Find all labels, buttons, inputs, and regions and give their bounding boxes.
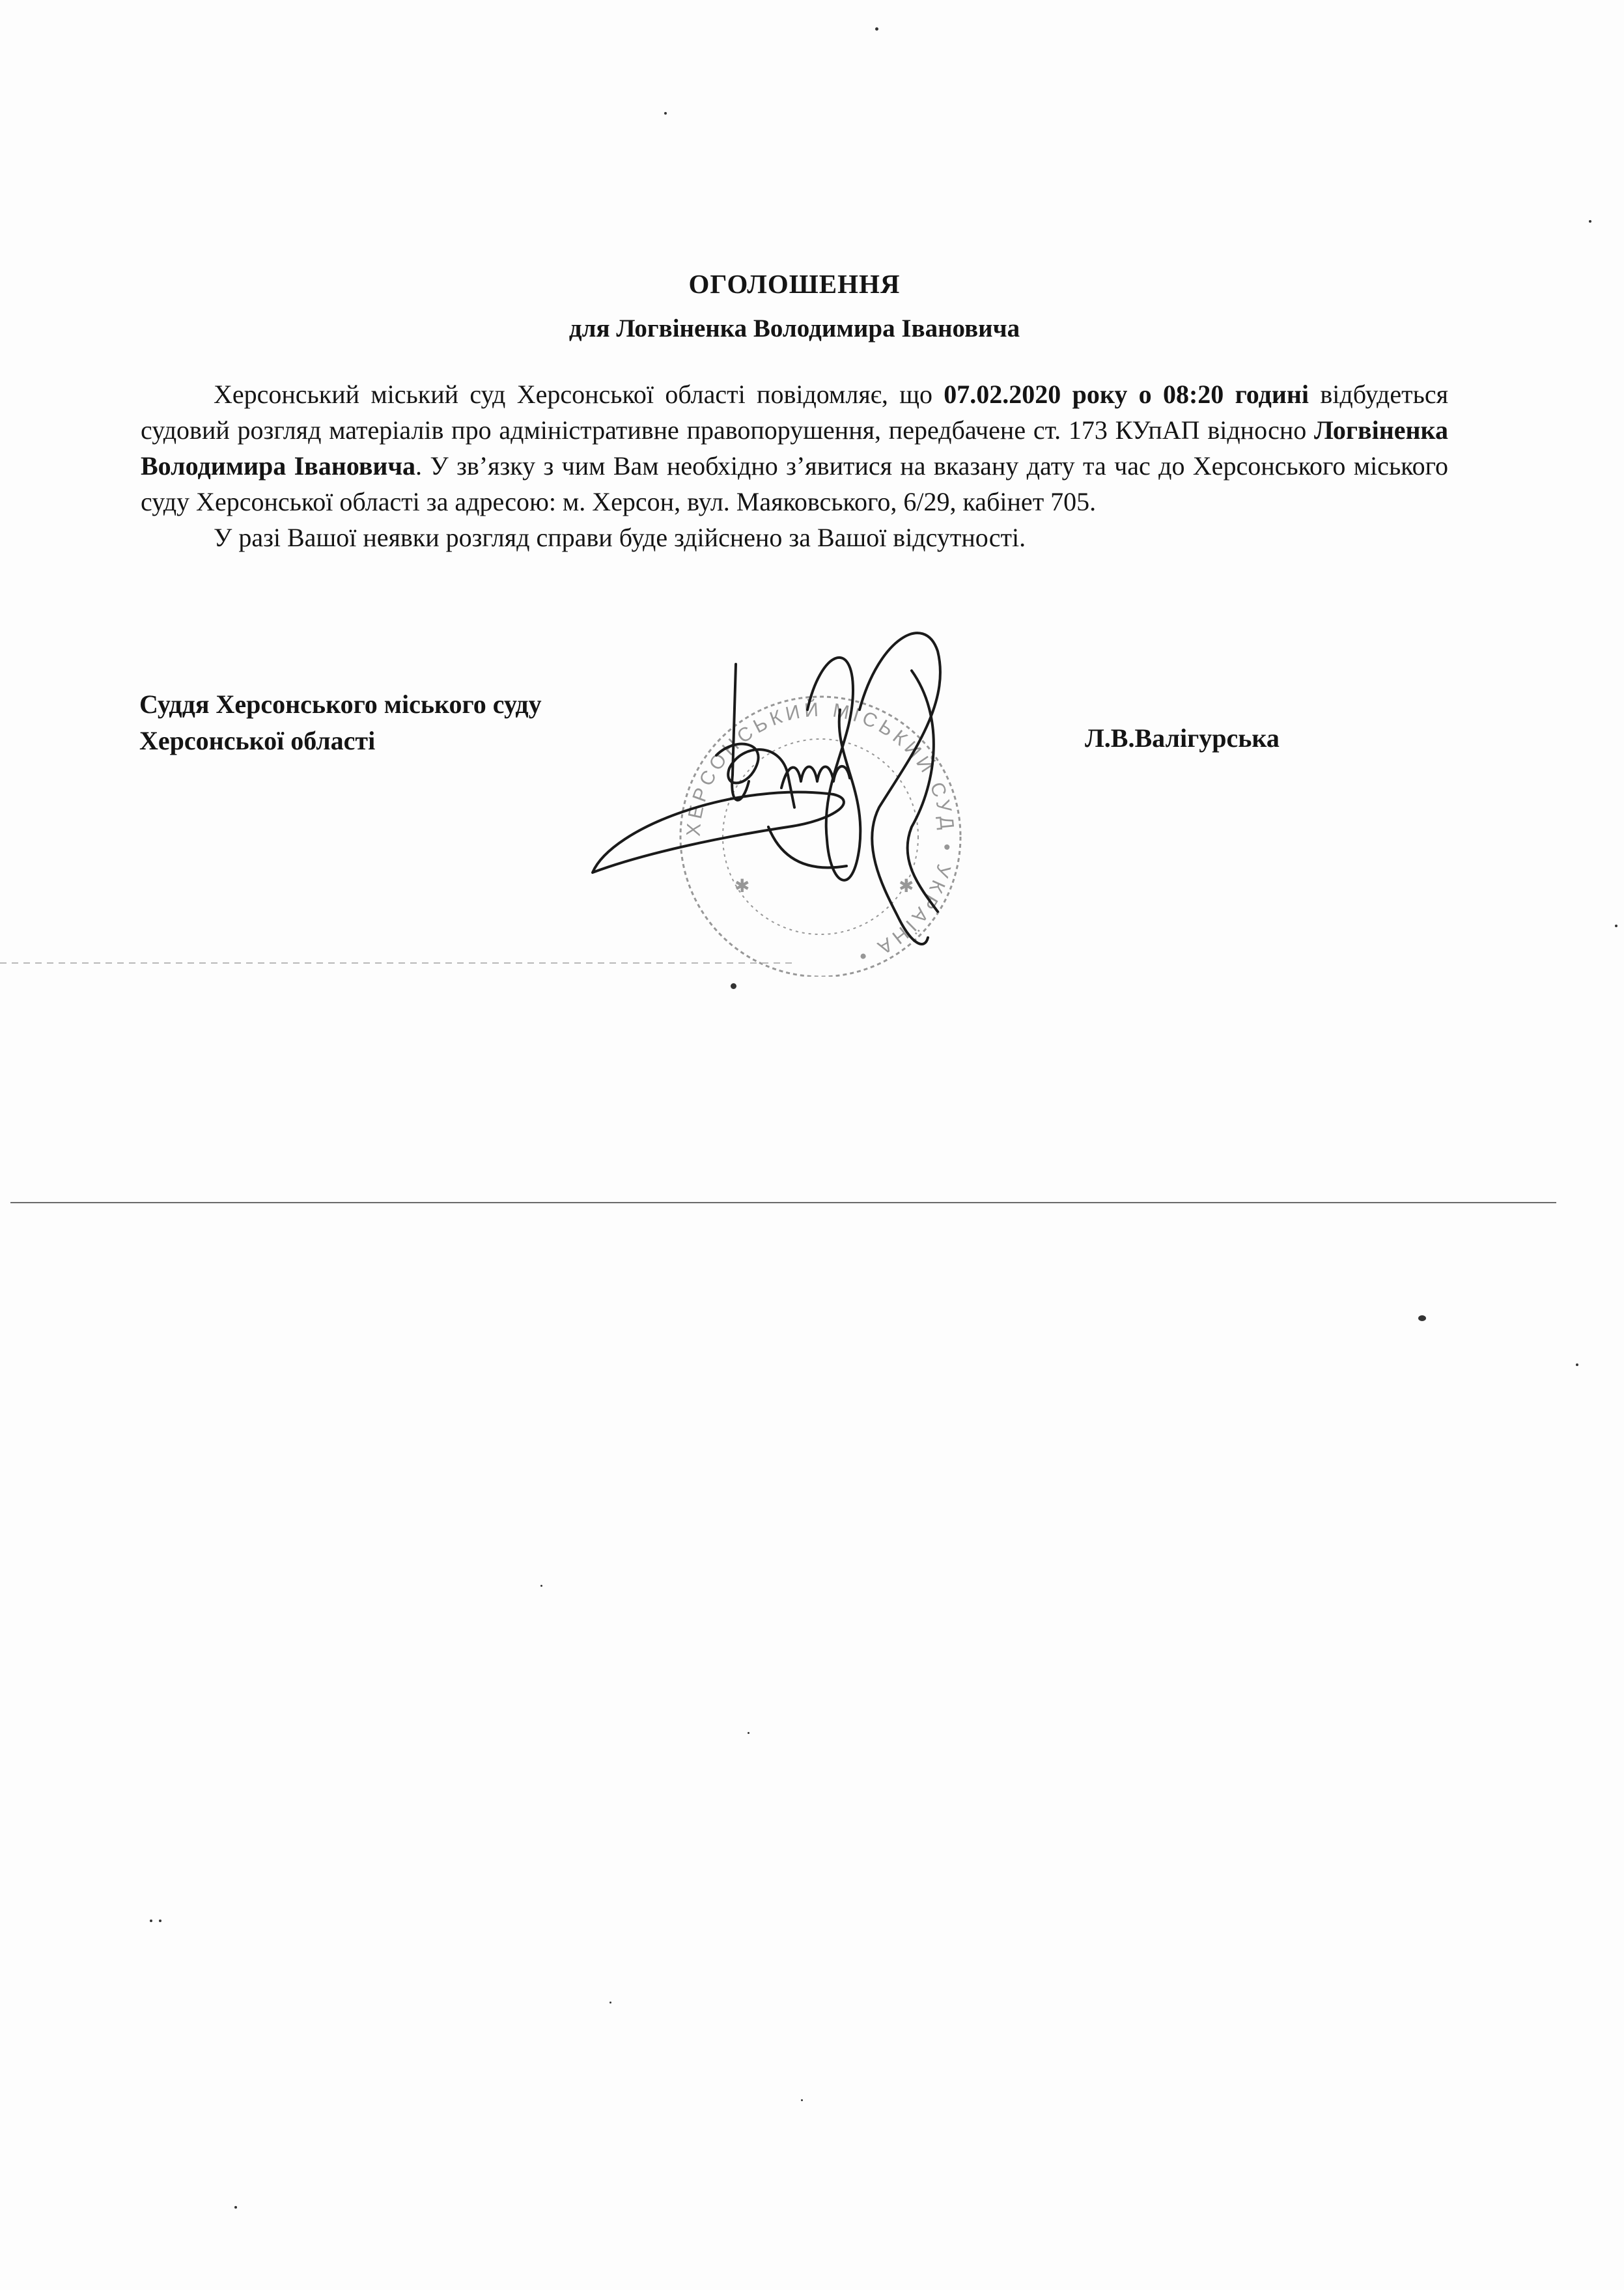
scan-speck [540, 1585, 542, 1587]
notice-paragraph-1 [141, 376, 1448, 520]
scan-speck [609, 2002, 611, 2004]
scan-fold-line [10, 1202, 1556, 1203]
stamp-star-right: ✱ [899, 876, 914, 897]
stamp-ring-text [683, 699, 959, 969]
defendant-name: Логвіненка Володимира Івановича [141, 415, 1448, 481]
scan-speck [234, 2206, 237, 2209]
stamp-ring-textpath: ХЕРСОНСЬКИЙ МІСЬКИЙ СУД • УКРАЇНА • [682, 699, 959, 969]
scan-speck [1418, 1315, 1426, 1321]
notice-paragraph-2: У разі Вашої неявки розгляд справи буде здійснено за Вашої відсутності. [214, 523, 1026, 552]
stamp-and-signature [573, 612, 990, 977]
signature-stroke-1 [593, 792, 844, 873]
hearing-datetime: 07.02.2020 року о 08:20 годині [944, 380, 1309, 409]
scan-speck [748, 1732, 749, 1734]
scan-speck [1615, 925, 1617, 927]
scan-speck [875, 27, 878, 31]
judge-title-line-1: Суддя Херсонського міського суду [139, 690, 542, 719]
signature [593, 633, 940, 944]
scan-speck [664, 112, 667, 115]
scan-speck [1576, 1363, 1578, 1366]
scan-speck [731, 983, 736, 989]
notice-subtitle: для Логвіненка Володимира Івановича [568, 314, 1020, 342]
signature-stroke-8 [768, 827, 847, 868]
court-stamp [680, 697, 960, 977]
stamp-star-left: ✱ [735, 876, 750, 897]
judge-title [139, 686, 542, 759]
scan-speck [159, 1920, 161, 1922]
scan-speck [150, 1920, 152, 1922]
p1-text-e: . У зв’язку з чим Вам необхідно з’явитися на вказану дату та час до Херсонського міського суду Херсонської області за адресою: м. Херсон, вул. Маяковського, 6/29, кабінет 705. [141, 451, 1448, 516]
notice-title: ОГОЛОШЕННЯ [688, 269, 901, 299]
notice-body [141, 376, 1448, 555]
p1-text-a: Херсонський міський суд Херсонської області повідомляє, що [214, 380, 944, 409]
p1-text-c: відбудеться судовий розгляд матеріалів про адміністративне правопорушення, передбачене ст. 173 КУпАП відносно [141, 380, 1448, 445]
judge-name: Л.В.Валігурська [1085, 723, 1280, 753]
scan-speck [1589, 220, 1591, 223]
faint-dotted-line [0, 962, 794, 964]
judge-title-line-2: Херсонської області [139, 726, 376, 755]
scan-speck [801, 2099, 803, 2101]
signature-stroke-5 [807, 658, 860, 880]
signature-stroke-4 [781, 766, 850, 788]
